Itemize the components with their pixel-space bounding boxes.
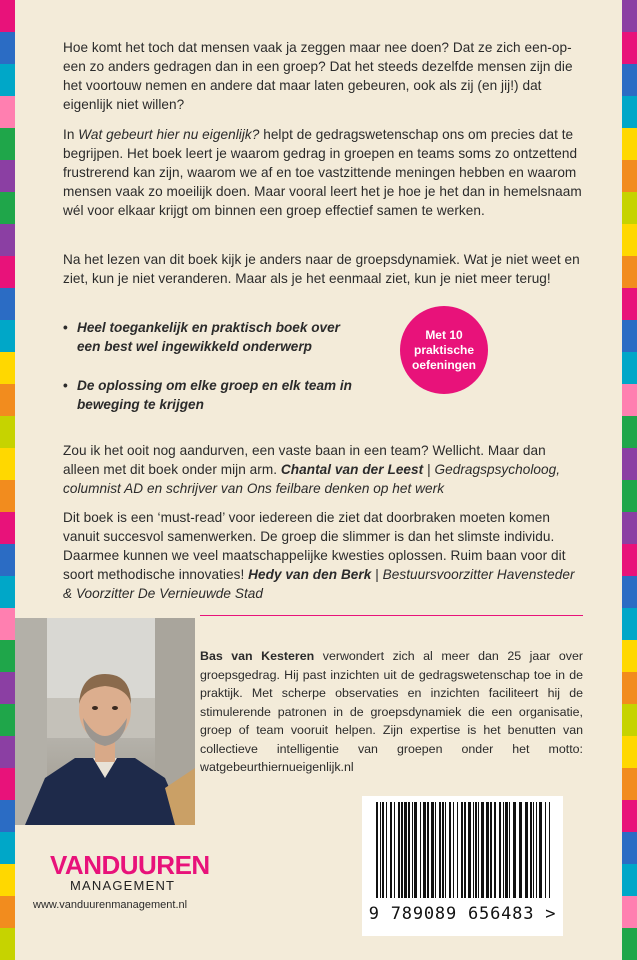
stripe-segment: [0, 896, 15, 928]
bullet-item: • De oplossing om elke groep en elk team in beweging te krijgen: [63, 376, 353, 414]
barcode-bar: [549, 802, 550, 898]
publisher-name: VANDUUREN: [50, 850, 210, 880]
isbn-number: 9 789089 656483 >: [368, 904, 557, 924]
barcode-bar: [545, 802, 546, 898]
author-portrait-illustration: [15, 618, 195, 825]
barcode-bar: [519, 802, 522, 898]
barcode-bar: [468, 802, 471, 898]
author-bio-text: verwondert zich al meer dan 25 jaar over groepsgedrag. Hij past inzichten uit de gedragswetenschap toe in de praktijk. Met scherpe observaties en inzichten faciliteert hij de stimulerende patronen in de groepsdynamiek die een organisatie, groep of team vooruit helpen. Zijn expertise is het benutten van collectieve intelligentie van groepen onder het motto: watgebeurthiernueigenlijk.nl: [200, 649, 583, 775]
barcode-bar: [386, 802, 387, 898]
stripe-segment: [622, 576, 637, 608]
stripe-segment: [622, 672, 637, 704]
stripe-segment: [622, 0, 637, 32]
author-name: Bas van Kesteren: [200, 649, 315, 664]
stripe-segment: [0, 480, 15, 512]
feature-bullets: [63, 318, 353, 434]
barcode-bar: [539, 802, 542, 898]
stripe-segment: [0, 736, 15, 768]
stripe-segment: [0, 224, 15, 256]
barcode-bar: [475, 802, 477, 898]
barcode-bar: [380, 802, 381, 898]
barcode-bar: [439, 802, 441, 898]
stripe-segment: [0, 640, 15, 672]
stripe-segment: [0, 96, 15, 128]
reviewer-role: Gedragspsycholoog, columnist AD en schrijver van Ons feilbare denken op het werk: [63, 462, 561, 496]
stripe-segment: [0, 64, 15, 96]
review-separator: |: [375, 567, 379, 582]
stripe-segment: [622, 384, 637, 416]
intro-paragraph-3: Na het lezen van dit boek kijk je anders naar de groepsdynamiek. Wat je niet weet en ziet, kun je niet veranderen. Maar als je het eenmaal ziet, kun je niet meer terug!: [63, 252, 580, 286]
stripe-segment: [622, 128, 637, 160]
barcode-bar: [536, 802, 537, 898]
barcode-bar: [525, 802, 528, 898]
barcode-bar: [478, 802, 479, 898]
book-title: Wat gebeurt hier nu eigenlijk?: [78, 127, 260, 142]
intro-2-text: helpt de gedragswetenschap ons om precies dat te begrijpen. Het boek leert je waarom gedrag in groepen en teams soms zo ontzettend frustrerend kan zijn, waarom we af en toe vastzittende meningen hebben en waarom mensen vaak zo moeilijk doen. Maar vooral leert het je hoe je het dan in hemelsnaam wél voor elkaar krijgt om binnen een groep effectief samen te werken.: [63, 127, 582, 218]
review-text: Zou ik het ooit nog aandurven, een vaste baan in een team? Wellicht. Maar dan alleen met dit boek onder mijn arm.: [63, 443, 546, 477]
stripe-segment: [622, 448, 637, 480]
barcode-bar: [457, 802, 458, 898]
review-2: [63, 508, 583, 603]
stripe-segment: [622, 640, 637, 672]
stripe-segment: [622, 832, 637, 864]
barcode-bar: [445, 802, 446, 898]
stripe-segment: [0, 768, 15, 800]
barcode-bar: [404, 802, 407, 898]
barcode-bar: [394, 802, 395, 898]
stripe-segment: [0, 0, 15, 32]
stripe-segment: [622, 160, 637, 192]
stripe-segment: [622, 192, 637, 224]
barcode-bar: [376, 802, 378, 898]
stripe-segment: [622, 704, 637, 736]
barcode-bar: [431, 802, 434, 898]
stripe-segment: [0, 672, 15, 704]
stripe-segment: [622, 512, 637, 544]
stripe-segment: [0, 416, 15, 448]
section-divider: [200, 615, 583, 616]
barcode-bar: [499, 802, 501, 898]
stripe-segment: [0, 864, 15, 896]
stripe-segment: [0, 704, 15, 736]
left-color-stripe: [0, 0, 15, 960]
barcode-bar: [505, 802, 508, 898]
barcode-bar: [464, 802, 466, 898]
stripe-segment: [622, 64, 637, 96]
stripe-segment: [622, 480, 637, 512]
badge-line: praktische: [413, 342, 475, 357]
barcode-bar: [412, 802, 413, 898]
review-1: [63, 441, 583, 498]
barcode-bar: [382, 802, 384, 898]
barcode-bar: [494, 802, 496, 898]
stripe-segment: [0, 448, 15, 480]
stripe-segment: [0, 832, 15, 864]
stripe-segment: [0, 544, 15, 576]
stripe-segment: [0, 256, 15, 288]
stripe-segment: [622, 288, 637, 320]
stripe-segment: [622, 608, 637, 640]
stripe-segment: [0, 160, 15, 192]
review-separator: |: [427, 462, 431, 477]
barcode-bar: [461, 802, 463, 898]
stripe-segment: [622, 32, 637, 64]
barcode-bar: [533, 802, 534, 898]
intro-2-prefix: In: [63, 127, 75, 142]
barcode-bar: [530, 802, 532, 898]
barcode-bar: [435, 802, 436, 898]
barcode-bar: [408, 802, 410, 898]
stripe-segment: [0, 576, 15, 608]
stripe-segment: [0, 320, 15, 352]
publisher-logo: [50, 852, 210, 893]
barcode-bar: [442, 802, 444, 898]
stripe-segment: [0, 32, 15, 64]
publisher-url: www.vanduurenmanagement.nl: [33, 899, 188, 911]
stripe-segment: [0, 928, 15, 960]
reviewer-role: Bestuursvoorzitter Havensteder & Voorzitter De Vernieuwde Stad: [63, 567, 575, 601]
stripe-segment: [0, 128, 15, 160]
review-text: Dit boek is een ‘must-read’ voor iedereen die ziet dat doorbraken moeten komen vanuit succesvol samenwerken. De groep die slimmer is dan het slimste individu. Daarmee kunnen we veel maatschappelijke kwesties oplossen. Ruim baan voor dit soort methodische innovaties!: [63, 510, 566, 582]
barcode-bar: [481, 802, 484, 898]
stripe-segment: [622, 896, 637, 928]
barcode-bar: [449, 802, 451, 898]
reviewer-name: Chantal van der Leest: [280, 462, 424, 477]
barcode-bars: [362, 796, 563, 901]
stripe-segment: [0, 384, 15, 416]
author-bio: [200, 647, 583, 777]
barcode-bar: [503, 802, 504, 898]
isbn-barcode: [362, 796, 563, 936]
barcode-bar: [390, 802, 392, 898]
barcode-bar: [398, 802, 400, 898]
stripe-segment: [622, 928, 637, 960]
badge-line: Met 10: [425, 327, 463, 342]
barcode-bar: [509, 802, 510, 898]
intro-paragraph-2: [63, 125, 583, 220]
stripe-segment: [0, 352, 15, 384]
barcode-bar: [490, 802, 492, 898]
barcode-bar: [473, 802, 474, 898]
stripe-segment: [622, 800, 637, 832]
stripe-segment: [0, 512, 15, 544]
barcode-bar: [414, 802, 417, 898]
intro-paragraph-1: Hoe komt het toch dat mensen vaak ja zeggen maar nee doen? Dat ze zich een-op-een zo anders gedragen dan in een groep? Dat het steeds dezelfde mensen zijn die het voortouw nemen en andere dat maar laten gebeuren, ook als zij (en jij!) dat eigenlijk niet willen?: [63, 40, 573, 112]
author-photo: [15, 618, 195, 825]
right-color-stripe: [622, 0, 637, 960]
stripe-segment: [622, 416, 637, 448]
stripe-segment: [622, 256, 637, 288]
barcode-bar: [486, 802, 489, 898]
stripe-segment: [622, 736, 637, 768]
stripe-segment: [622, 96, 637, 128]
stripe-segment: [0, 288, 15, 320]
barcode-bar: [453, 802, 454, 898]
stripe-segment: [0, 800, 15, 832]
stripe-segment: [622, 768, 637, 800]
stripe-segment: [0, 192, 15, 224]
exercises-badge: [400, 306, 488, 394]
stripe-segment: [622, 224, 637, 256]
reviewer-name: Hedy van den Berk: [248, 567, 372, 582]
barcode-bar: [513, 802, 516, 898]
stripe-segment: [622, 320, 637, 352]
barcode-bar: [427, 802, 429, 898]
barcode-bar: [401, 802, 403, 898]
barcode-bar: [423, 802, 426, 898]
stripe-segment: [622, 864, 637, 896]
stripe-segment: [622, 544, 637, 576]
stripe-segment: [0, 608, 15, 640]
badge-line: oefeningen: [411, 357, 476, 372]
publisher-subtitle: MANAGEMENT: [70, 878, 176, 893]
bullet-item: • Heel toegankelijk en praktisch boek over een best wel ingewikkeld onderwerp: [63, 318, 353, 356]
barcode-bar: [420, 802, 421, 898]
stripe-segment: [622, 352, 637, 384]
